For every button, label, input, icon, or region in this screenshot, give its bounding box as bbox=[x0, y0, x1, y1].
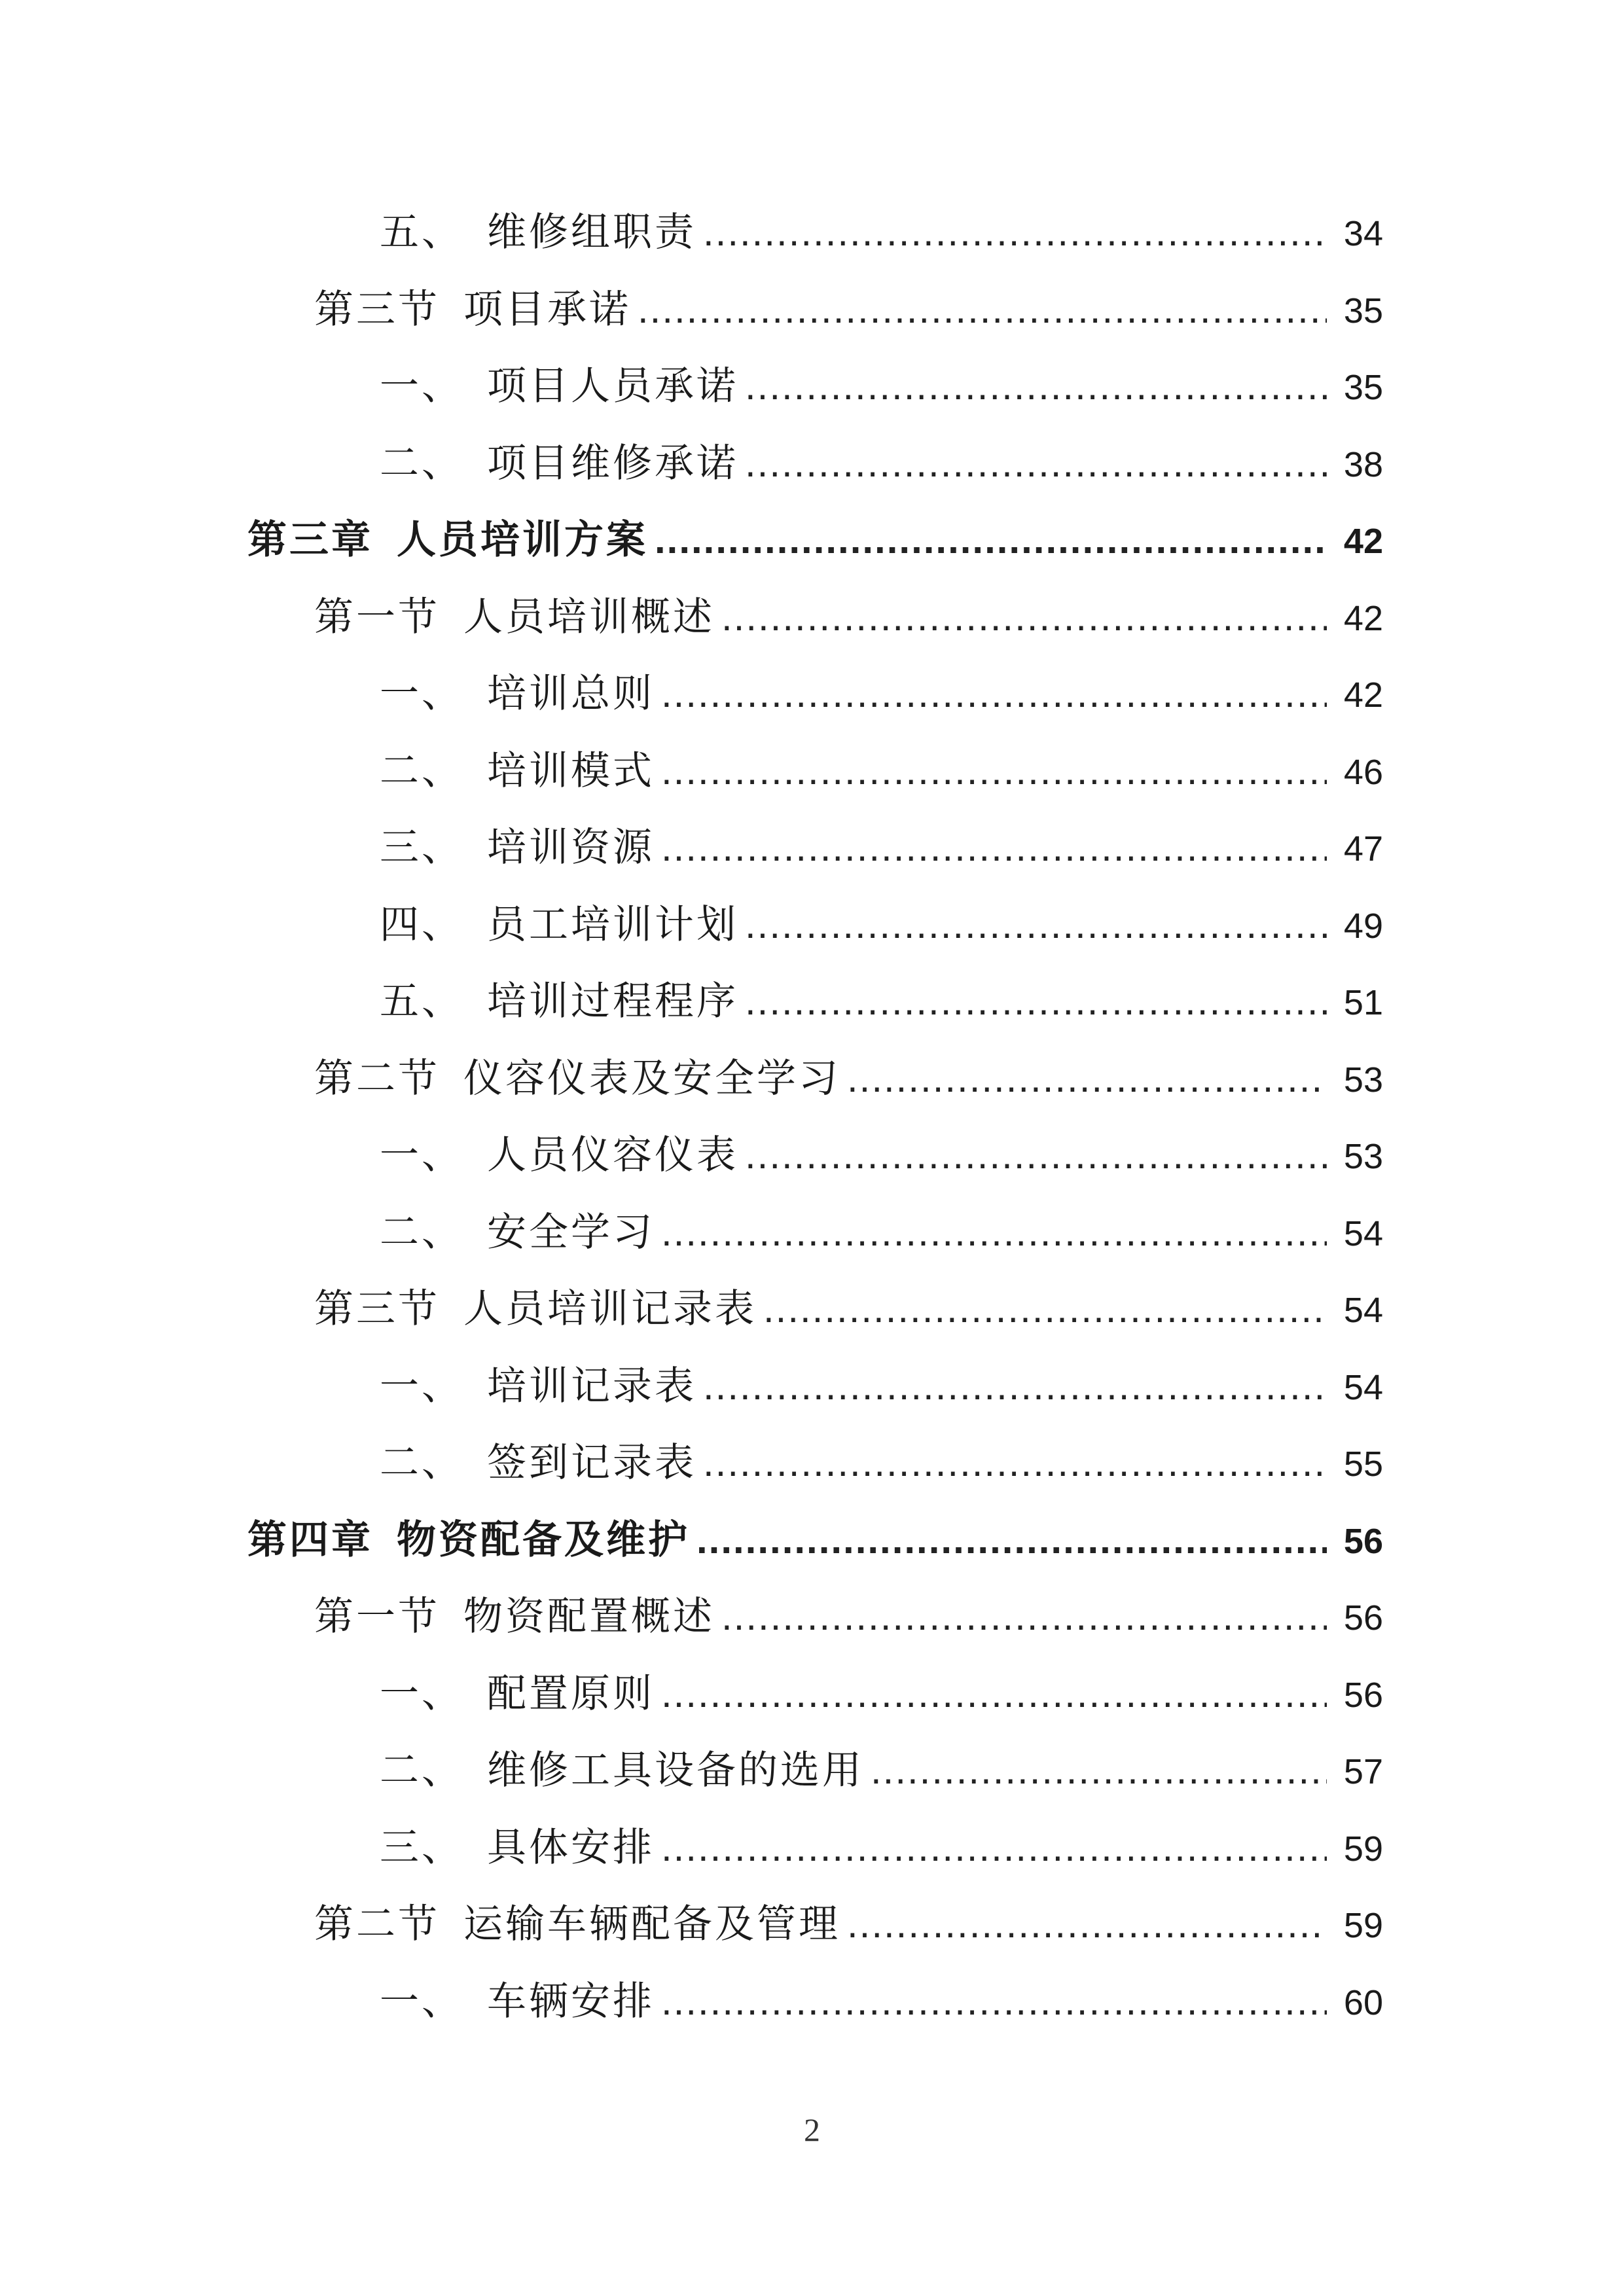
toc-entry-page: 59 bbox=[1343, 1906, 1383, 1945]
toc-entry-number: 五、 bbox=[380, 209, 463, 255]
toc-entry[interactable] bbox=[380, 664, 1383, 723]
toc-entry-label bbox=[314, 588, 715, 647]
toc-entry-page: 51 bbox=[1343, 983, 1383, 1022]
toc-entry-page: 42 bbox=[1343, 598, 1383, 638]
toc-dot-leader bbox=[696, 1511, 1327, 1570]
toc-dot-leader bbox=[847, 1049, 1327, 1108]
toc-entry[interactable] bbox=[314, 1587, 1383, 1646]
toc-entry-label bbox=[380, 1203, 655, 1262]
toc-entry[interactable] bbox=[314, 1280, 1383, 1338]
toc-dot-leader bbox=[763, 1280, 1327, 1338]
toc-entry-number: 第三节 bbox=[314, 286, 440, 332]
toc-entry-number: 三、 bbox=[380, 825, 463, 870]
toc-entry-page: 60 bbox=[1343, 1982, 1383, 2022]
toc-entry-number: 第二节 bbox=[314, 1055, 440, 1102]
toc-entry-page: 47 bbox=[1343, 829, 1383, 869]
toc-entry-title: 员工培训计划 bbox=[487, 901, 738, 948]
toc-entry-page: 35 bbox=[1343, 291, 1383, 331]
toc-entry-title: 物资配备及维护 bbox=[397, 1516, 690, 1563]
toc-entry-page: 49 bbox=[1343, 906, 1383, 946]
toc-dot-leader bbox=[638, 280, 1327, 339]
toc-entry-number: 第二节 bbox=[314, 1901, 440, 1947]
toc-entry-title: 签到记录表 bbox=[487, 1440, 696, 1486]
toc-entry-title: 物资配置概述 bbox=[463, 1594, 715, 1640]
toc-entry-page: 56 bbox=[1343, 1675, 1383, 1715]
toc-entry-number: 一、 bbox=[380, 1132, 463, 1178]
toc-entry-title: 人员培训记录表 bbox=[463, 1286, 757, 1332]
toc-entry-number: 第三章 bbox=[247, 517, 373, 563]
toc-entry-title: 运输车辆配备及管理 bbox=[463, 1901, 840, 1947]
toc-entry[interactable] bbox=[380, 434, 1383, 493]
toc-entry-page: 54 bbox=[1343, 1213, 1383, 1253]
toc-entry[interactable] bbox=[380, 972, 1383, 1031]
toc-entry-label bbox=[314, 1049, 840, 1108]
toc-entry-number: 二、 bbox=[380, 1440, 463, 1486]
toc-entry-title: 仪容仪表及安全学习 bbox=[463, 1055, 840, 1102]
toc-entry-page: 53 bbox=[1343, 1060, 1383, 1100]
toc-entry-page: 38 bbox=[1343, 444, 1383, 484]
toc-dot-leader bbox=[661, 1972, 1327, 2031]
toc-entry-number: 第一节 bbox=[314, 594, 440, 640]
toc-entry-number: 第四章 bbox=[247, 1516, 373, 1563]
toc-dot-leader bbox=[745, 1126, 1327, 1185]
toc-entry-label bbox=[380, 1664, 655, 1723]
toc-entry-title: 培训记录表 bbox=[487, 1363, 696, 1409]
toc-entry[interactable] bbox=[380, 1664, 1383, 1723]
toc-entry-label bbox=[380, 742, 655, 800]
toc-entry-page: 34 bbox=[1343, 214, 1383, 253]
toc-entry[interactable] bbox=[380, 203, 1383, 262]
toc-entry-number: 第一节 bbox=[314, 1594, 440, 1640]
toc-entry[interactable] bbox=[247, 1511, 1383, 1570]
toc-entry-title: 培训模式 bbox=[487, 747, 655, 794]
toc-dot-leader bbox=[661, 818, 1327, 877]
toc-entry[interactable] bbox=[314, 1895, 1383, 1954]
toc-entry-number: 二、 bbox=[380, 747, 463, 794]
toc-entry[interactable] bbox=[380, 1741, 1383, 1800]
toc-dot-leader bbox=[745, 895, 1327, 954]
toc-entry-number: 一、 bbox=[380, 1978, 463, 2024]
toc-entry-label bbox=[314, 1895, 840, 1954]
toc-entry-title: 培训资源 bbox=[487, 825, 655, 870]
toc-entry[interactable] bbox=[380, 742, 1383, 800]
toc-entry-title: 项目承诺 bbox=[463, 286, 631, 332]
toc-entry-title: 培训总则 bbox=[487, 671, 655, 717]
toc-entry-page: 53 bbox=[1343, 1137, 1383, 1176]
toc-dot-leader bbox=[721, 588, 1327, 647]
toc-entry-title: 项目维修承诺 bbox=[487, 440, 738, 486]
toc-entry-number: 一、 bbox=[380, 1363, 463, 1409]
toc-entry-title: 具体安排 bbox=[487, 1824, 655, 1871]
toc-entry-title: 人员仪容仪表 bbox=[487, 1132, 738, 1178]
toc-entry-title: 人员培训概述 bbox=[463, 594, 715, 640]
toc-entry[interactable] bbox=[380, 818, 1383, 877]
toc-entry-label bbox=[380, 1433, 696, 1492]
toc-dot-leader bbox=[655, 511, 1327, 569]
toc-entry-title: 安全学习 bbox=[487, 1209, 655, 1255]
toc-entry-label bbox=[380, 818, 655, 877]
toc-entry-label bbox=[380, 1126, 738, 1185]
page-number: 2 bbox=[804, 2111, 820, 2148]
toc-entry-title: 维修组职责 bbox=[487, 209, 696, 255]
toc-entry[interactable] bbox=[380, 895, 1383, 954]
toc-entry-number: 二、 bbox=[380, 1748, 463, 1793]
toc-entry-page: 56 bbox=[1343, 1521, 1383, 1561]
toc-entry[interactable] bbox=[380, 1972, 1383, 2031]
toc-entry-label bbox=[380, 895, 738, 954]
toc-entry[interactable] bbox=[314, 1049, 1383, 1108]
toc-entry-page: 42 bbox=[1343, 675, 1383, 715]
toc-entry[interactable] bbox=[380, 1357, 1383, 1416]
toc-entry-title: 配置原则 bbox=[487, 1670, 655, 1717]
toc-dot-leader bbox=[745, 972, 1327, 1031]
toc-entry-page: 54 bbox=[1343, 1291, 1383, 1330]
toc-entry-label bbox=[380, 434, 738, 493]
toc-entry-label bbox=[314, 1280, 757, 1338]
toc-entry-label bbox=[247, 511, 648, 569]
toc-entry-title: 项目人员承诺 bbox=[487, 363, 738, 409]
toc-dot-leader bbox=[745, 357, 1327, 416]
toc-entry-number: 二、 bbox=[380, 440, 463, 486]
toc-dot-leader bbox=[661, 664, 1327, 723]
toc-entry-label bbox=[380, 1357, 696, 1416]
toc-entry[interactable] bbox=[380, 1203, 1383, 1262]
toc-entry-page: 46 bbox=[1343, 752, 1383, 792]
toc-dot-leader bbox=[703, 1357, 1327, 1416]
toc-dot-leader bbox=[847, 1895, 1327, 1954]
toc-entry-page: 42 bbox=[1343, 522, 1383, 561]
toc-entry-label bbox=[314, 280, 631, 339]
toc-entry-number: 二、 bbox=[380, 1209, 463, 1255]
toc-entry[interactable] bbox=[380, 1126, 1383, 1185]
toc-dot-leader bbox=[745, 434, 1327, 493]
toc-entry[interactable] bbox=[380, 1433, 1383, 1492]
toc-entry-label bbox=[380, 1741, 864, 1800]
toc-entry-number: 第三节 bbox=[314, 1286, 440, 1332]
toc-entry[interactable] bbox=[380, 1818, 1383, 1877]
toc-dot-leader bbox=[661, 1818, 1327, 1877]
toc-dot-leader bbox=[661, 1664, 1327, 1723]
toc-entry-title: 培训过程程序 bbox=[487, 978, 738, 1024]
toc-entry-label bbox=[380, 664, 655, 723]
toc-entry-label bbox=[380, 203, 696, 262]
toc-dot-leader bbox=[703, 1433, 1327, 1492]
toc-entry-label bbox=[380, 1818, 655, 1877]
toc-entry-page: 59 bbox=[1343, 1829, 1383, 1869]
toc-entry-label bbox=[380, 357, 738, 416]
toc-entry-number: 四、 bbox=[380, 901, 463, 948]
toc-entry[interactable] bbox=[314, 280, 1383, 339]
toc-entry[interactable] bbox=[314, 588, 1383, 647]
toc-entry-label bbox=[380, 972, 738, 1031]
toc-entry-label bbox=[380, 1972, 655, 2031]
toc-entry-number: 三、 bbox=[380, 1824, 463, 1871]
toc-entry-page: 56 bbox=[1343, 1598, 1383, 1638]
toc-entry-number: 五、 bbox=[380, 978, 463, 1024]
toc-entry-label bbox=[247, 1511, 690, 1570]
toc-dot-leader bbox=[661, 742, 1327, 800]
toc-entry[interactable] bbox=[380, 357, 1383, 416]
toc-dot-leader bbox=[703, 203, 1327, 262]
toc-entry-number: 一、 bbox=[380, 1670, 463, 1717]
toc-entry-page: 57 bbox=[1343, 1752, 1383, 1791]
toc-entry-label bbox=[314, 1587, 715, 1646]
toc-entry-number: 一、 bbox=[380, 671, 463, 717]
toc-dot-leader bbox=[721, 1587, 1327, 1646]
toc-entry-page: 35 bbox=[1343, 368, 1383, 407]
toc-entry-page: 55 bbox=[1343, 1444, 1383, 1484]
toc-dot-leader bbox=[661, 1203, 1327, 1262]
toc-entry[interactable] bbox=[247, 511, 1383, 569]
toc-dot-leader bbox=[871, 1741, 1327, 1800]
toc-entry-title: 人员培训方案 bbox=[397, 517, 648, 563]
toc-entry-title: 车辆安排 bbox=[487, 1978, 655, 2024]
toc-entry-page: 54 bbox=[1343, 1367, 1383, 1407]
toc-entry-number: 一、 bbox=[380, 363, 463, 409]
toc-entry-title: 维修工具设备的选用 bbox=[487, 1748, 864, 1793]
